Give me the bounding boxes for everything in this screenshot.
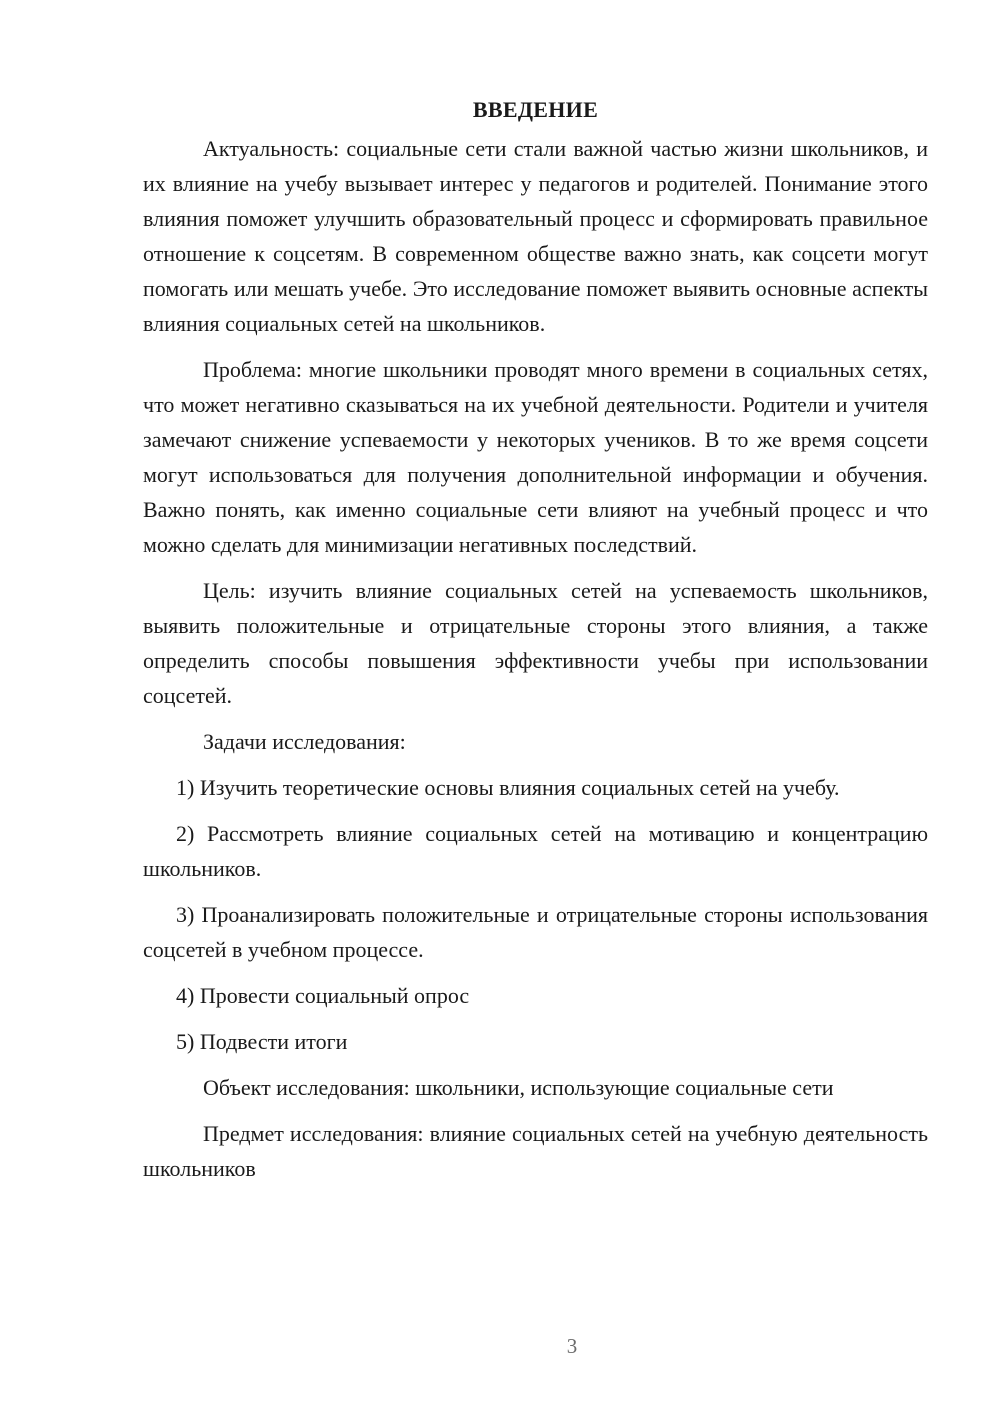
document-page (143, 92, 928, 1197)
problem-paragraph: Проблема: многие школьники проводят много времени в социальных сетях, что может негативно сказываться на их учебной деятельности. Родители и учителя замечают снижение успеваемости у некоторых учеников. В то же время соцсети могут использоваться для получения дополнительной информации и обучения. Важно понять, как именно социальные сети влияют на учебный процесс и что можно сделать для минимизации негативных последствий. (143, 357, 928, 557)
research-subject: Предмет исследования: влияние социальных сетей на учебную деятельность школьников (143, 1121, 928, 1181)
task-item-4: 4) Провести социальный опрос (176, 983, 470, 1008)
tasks-heading: Задачи исследования: (203, 729, 406, 754)
task-item-3: 3) Проанализировать положительные и отрицательные стороны использования соцсетей в учебном процессе. (143, 902, 928, 962)
research-object: Объект исследования: школьники, использующие социальные сети (203, 1075, 834, 1100)
goal-paragraph: Цель: изучить влияние социальных сетей на успеваемость школьников, выявить положительные и отрицательные стороны этого влияния, а также определить способы повышения эффективности учебы при использовании соцсетей. (143, 578, 928, 708)
task-item-5: 5) Подвести итоги (176, 1029, 348, 1054)
task-item-1: 1) Изучить теоретические основы влияния социальных сетей на учебу. (176, 775, 840, 800)
relevance-paragraph: Актуальность: социальные сети стали важной частью жизни школьников, и их влияние на учебу вызывает интерес у педагогов и родителей. Понимание этого влияния поможет улучшить образовательный процесс и сформировать правильное отношение к соцсетям. В современном обществе важно знать, как соцсети могут помогать или мешать учебе. Это исследование поможет выявить основные аспекты влияния социальных сетей на школьников. (143, 136, 928, 336)
page-number: 3 (566, 1334, 578, 1358)
section-heading: ВВЕДЕНИЕ (472, 97, 599, 122)
task-item-2: 2) Рассмотреть влияние социальных сетей на мотивацию и концентрацию школьников. (143, 821, 928, 881)
